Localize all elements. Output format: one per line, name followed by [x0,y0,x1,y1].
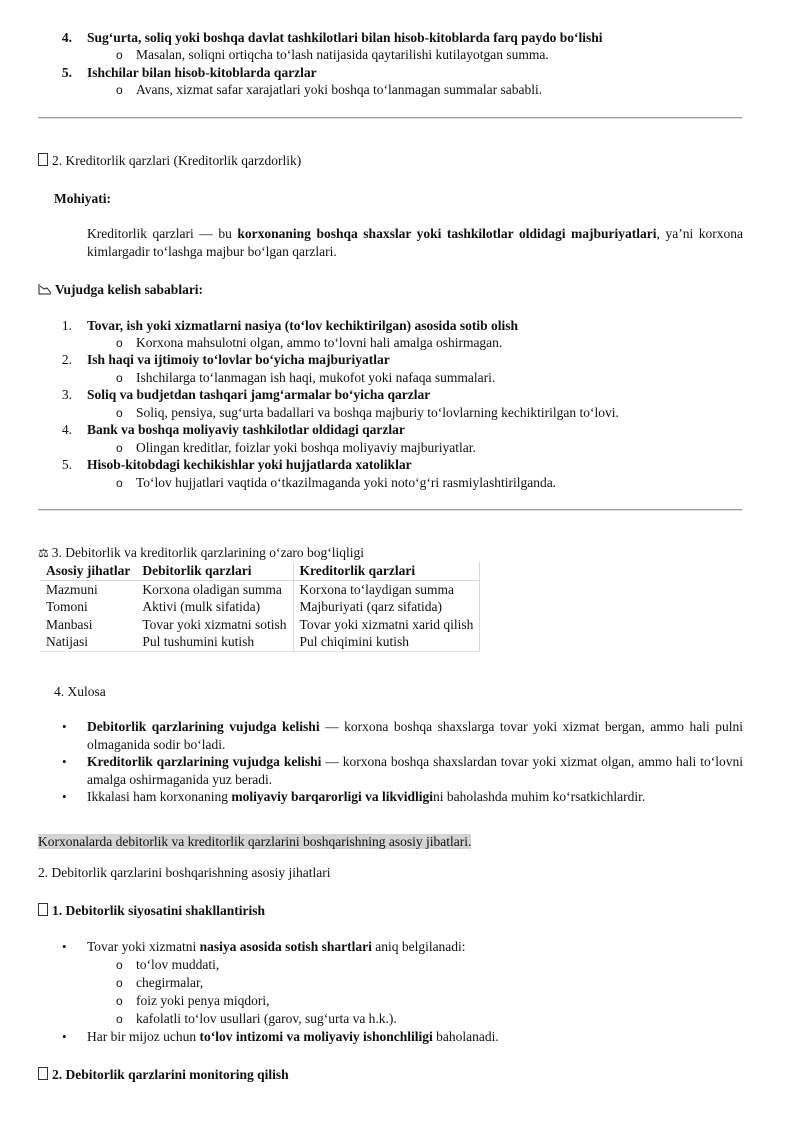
bullet-icon: • [62,789,67,804]
list-item-detail: Olingan kreditlar, foizlar yoki boshqa moliyaviy majburiyatlar. [136,440,476,455]
table-cell: Korxona to‘laydigan summa [293,580,480,598]
conclusion-item [87,788,645,806]
conclusion-item [87,753,743,788]
table-row [40,598,480,616]
policy-bold: to‘lov intizomi va moliyaviy ishonchliligi [199,1029,433,1044]
table-header-cell: Asosiy jihatlar [40,562,136,580]
table-header-cell: Kreditorlik qarzlari [293,562,480,580]
conclusion-bold: moliyaviy barqarorligi va likvidligi [231,789,433,804]
highlighted-text: Korxonalarda debitorlik va kreditorlik qarzlarini boshqarishning asosiy jibatlari. [38,834,472,849]
divider [38,117,742,119]
list-number: 4. [61,30,72,45]
sub-bullet-icon: o [116,441,123,455]
list-item-title: Sug‘urta, soliq yoki boshqa davlat tashkilotlari bilan hisob-kitoblarda farq paydo bo‘lishi [87,30,603,45]
sub-bullet-icon: o [116,476,123,490]
policy-text: Tovar yoki xizmatni [87,939,200,954]
policy-subitem: chegirmalar, [136,975,204,990]
list-item-title: Tovar, ish yoki xizmatlarni nasiya (to‘lov kechiktirilgan) asosida sotib olish [87,318,519,333]
list-number: 4. [61,422,72,437]
conclusion-bold: Debitorlik qarzlarining vujudga kelishi [87,719,320,734]
section-heading [38,544,364,563]
section-heading [38,152,301,170]
table-cell: Majburiyati (qarz sifatida) [293,598,480,616]
table-header-row [40,562,480,580]
sub-bullet-icon: o [116,976,123,990]
table-cell: Pul chiqimini kutish [293,633,480,651]
table-cell: Mazmuni [46,581,98,597]
sub-bullet-icon: o [116,994,123,1008]
list-item-title: Hisob-kitobdagi kechikishlar yoki hujjatlarda xatoliklar [87,457,412,472]
reasons-label-text: Vujudga kelish sabablari: [55,282,204,297]
policy-text: Har bir mijoz uchun [87,1029,200,1044]
conclusion-bold: Kreditorlik qarzlarining vujudga kelishi [87,754,322,769]
table-cell: Tomoni [46,599,88,614]
table-cell: Natijasi [46,634,88,649]
list-item-detail: To‘lov hujjatlari vaqtida o‘tkazilmaganda yoki noto‘g‘ri rasmiylashtirilganda. [136,475,557,490]
sub-bullet-icon: o [116,958,123,972]
table-header-cell: Debitorlik qarzlari [136,562,293,580]
table-cell: Korxona oladigan summa [142,581,282,597]
list-number: 3. [61,387,72,402]
list-number: 1. [61,318,72,333]
chart-down-icon [38,283,52,295]
management-heading: 2. Debitorlik qarzlarini boshqarishning asosiy jihatlari [38,865,331,880]
policy-heading [38,902,265,920]
table-cell: Pul tushumini kutish [142,634,255,649]
list-item-title: Soliq va budjetdan tashqari jamg‘armalar bo‘yicha qarzlar [87,387,431,402]
section-heading-text: 3. Debitorlik va kreditorlik qarzlarining o‘zaro bog‘liqligi [51,545,365,560]
essence-text: , ya’ni korxona kimlargadir to‘lashga majbur bo‘lgan qarzlari. [87,226,743,259]
table-cell: Tovar yoki xizmatni sotish [142,616,287,632]
list-item-detail: Avans, xizmat safar xarajatlari yoki boshqa to‘lanmagan summalar sababli. [136,82,543,97]
essence-label: Mohiyati: [54,191,111,206]
policy-bold: nasiya asosida sotish shartlari [199,939,372,954]
sub-bullet-icon: o [116,371,123,385]
list-number: 5. [61,65,72,80]
section-heading-text: 2. Kreditorlik qarzlari (Kreditorlik qarzdorlik) [52,153,302,168]
conclusion-text: ni baholashda muhim ko‘rsatkichlardir. [433,789,646,804]
essence-bold: korxonaning boshqa shaxslar yoki tashkilotlar oldidagi majburiyatlari [237,226,657,241]
bullet-icon: • [62,1029,67,1044]
sub-bullet-icon: o [116,83,123,97]
table-cell: Manbasi [46,616,93,632]
bullet-icon: • [62,719,67,734]
policy-subitem: to‘lov muddati, [136,957,220,972]
essence-paragraph [87,225,743,260]
policy-subitem: kafolatli to‘lov usullari (garov, sug‘urta va h.k.). [136,1011,397,1026]
list-item-title: Ishchilar bilan hisob-kitoblarda qarzlar [87,65,317,80]
table-cell: Tovar yoki xizmatni xarid qilish [293,616,480,634]
conclusion-text: — korxona boshqa shaxslarga tovar yoki xizmat bergan, ammo hali pulni olmaganida sodir bo‘ladi. [87,719,743,752]
monitoring-heading [38,1066,289,1084]
policy-text: baholanadi. [432,1029,499,1044]
policy-text: aniq belgilanadi: [371,939,466,954]
bullet-icon: • [62,939,67,954]
list-item-title: Bank va boshqa moliyaviy tashkilotlar oldidagi qarzlar [87,422,405,437]
reasons-label [38,281,203,299]
conclusion-item [87,718,743,753]
box-icon [38,903,48,916]
list-item-detail: Korxona mahsulotni olgan, ammo to‘lovni hali amalga oshirmagan. [136,335,503,350]
divider [38,509,742,511]
list-number: 5. [61,457,72,472]
list-item-title: Ish haqi va ijtimoiy to‘lovlar bo‘yicha majburiyatlar [87,352,390,367]
conclusion-text: — korxona boshqa shaxslardan tovar yoki xizmat olgan, ammo hali to‘lovni amalga oshirmaganida yuz beradi. [87,754,743,787]
conclusion-text: Ikkalasi ham korxonaning [87,789,232,804]
sub-bullet-icon: o [116,406,123,420]
sub-bullet-icon: o [116,1012,123,1026]
table-row [40,633,480,651]
sub-bullet-icon: o [116,336,123,350]
table-row [40,616,480,634]
list-item-detail: Masalan, soliqni ortiqcha to‘lash natijasida qaytarilishi kutilayotgan summa. [136,47,549,62]
bullet-icon: • [62,754,67,769]
essence-text: Kreditorlik qarzlari — bu [87,226,238,241]
scales-icon: ⚖ [38,546,49,560]
list-number: 2. [61,352,72,367]
highlighted-heading [38,833,471,851]
table-cell: Aktivi (mulk sifatida) [142,599,261,614]
section-heading: 4. Xulosa [54,684,106,699]
policy-heading-text: 1. Debitorlik siyosatini shakllantirish [52,903,266,918]
policy-item [87,1028,499,1046]
policy-item [87,938,466,956]
list-item-detail: Soliq, pensiya, sug‘urta badallari va boshqa majburiy to‘lovlarning kechiktirilgan to‘lovi. [136,405,619,420]
box-icon [38,153,48,166]
list-item-detail: Ishchilarga to‘lanmagan ish haqi, mukofot yoki nafaqa summalari. [136,370,496,385]
monitoring-heading-text: 2. Debitorlik qarzlarini monitoring qilish [52,1067,289,1082]
policy-subitem: foiz yoki penya miqdori, [136,993,270,1008]
comparison-table [40,562,480,652]
sub-bullet-icon: o [116,48,123,62]
box-icon [38,1067,48,1080]
table-row [40,580,480,598]
